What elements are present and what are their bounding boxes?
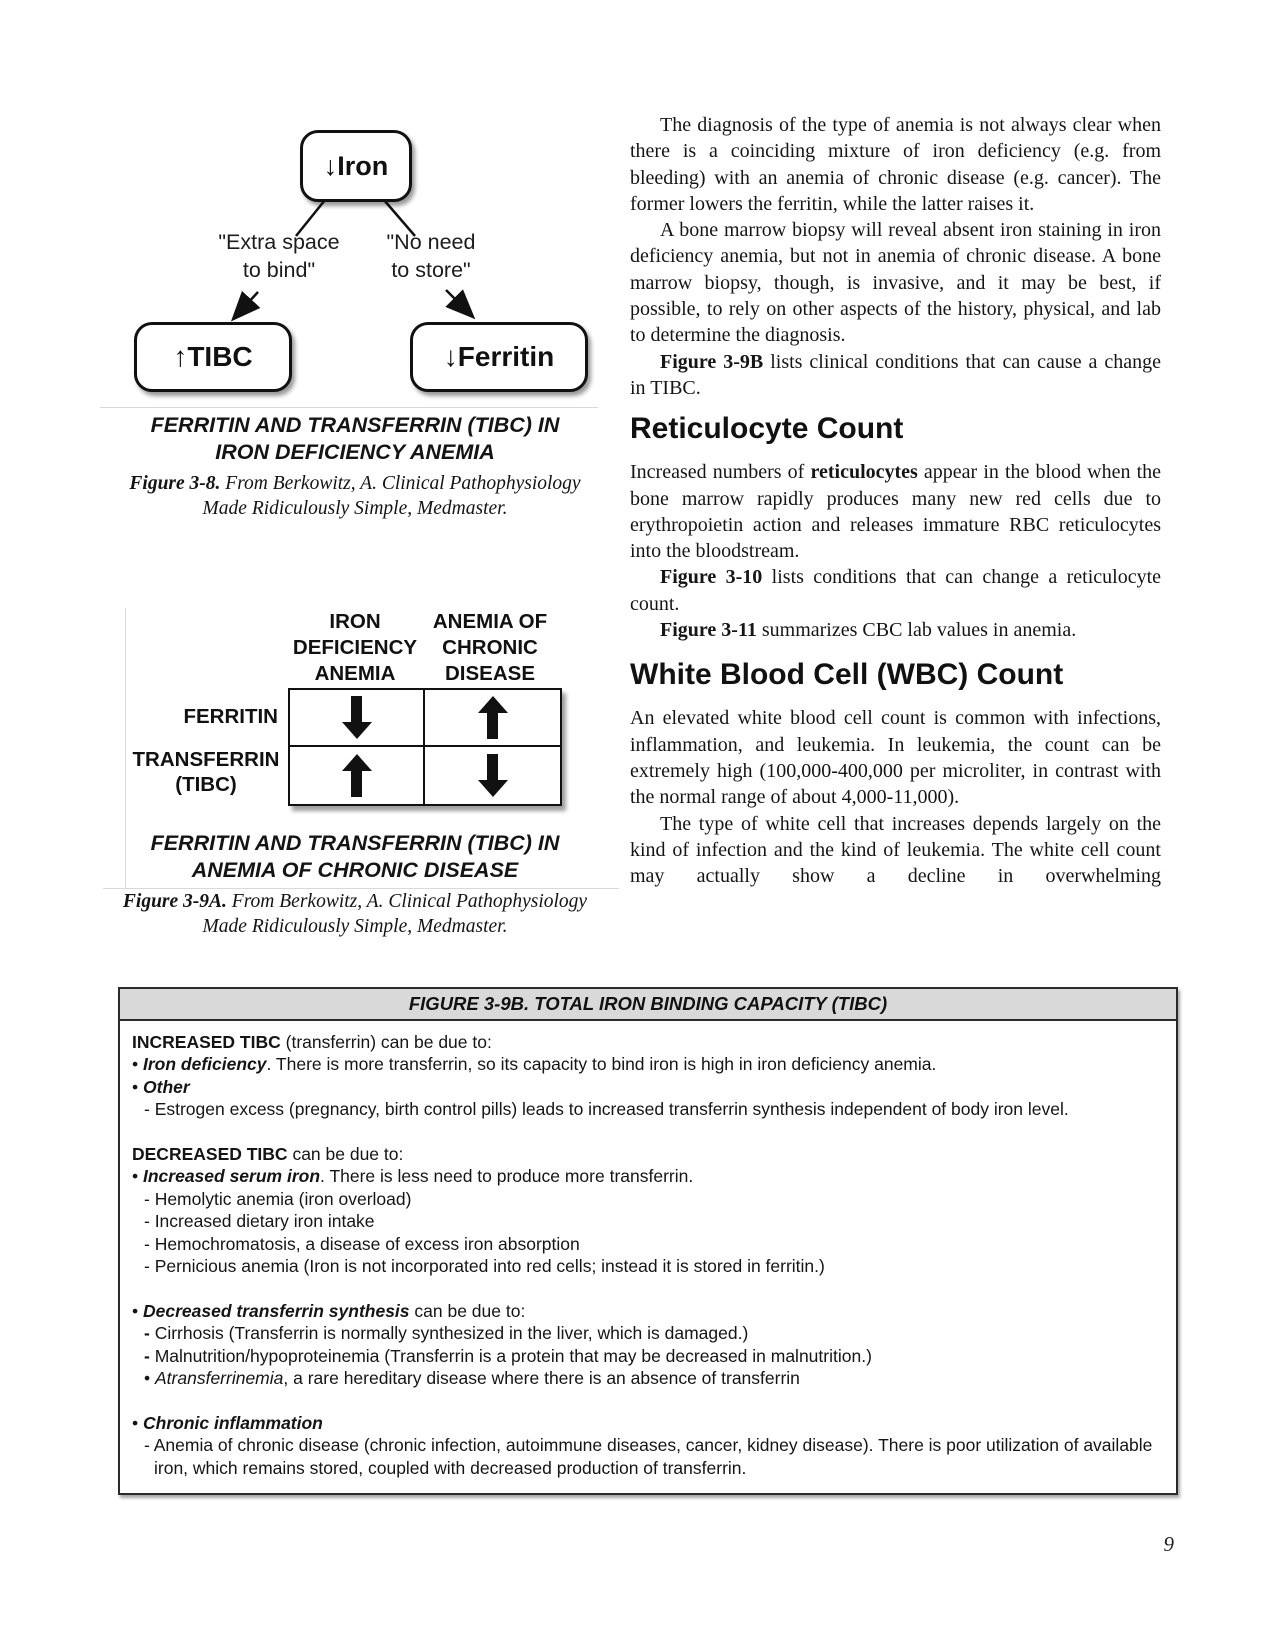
node-low-ferritin <box>410 322 588 392</box>
edge-label-no-need: "No need to store" <box>386 230 476 282</box>
figure-3-8-caption: Figure 3-8. From Berkowitz, A. Clinical Pathophysiology Made Ridiculously Simple, Medmaster. <box>129 473 581 519</box>
table-cell <box>290 747 425 804</box>
table-cell <box>290 690 425 747</box>
paragraph-group-diagnosis <box>630 112 1161 401</box>
heading-reticulocyte-count: Reticulocyte Count <box>630 412 904 446</box>
list-line: - Hemochromatosis, a disease of excess iron absorption <box>144 1233 580 1254</box>
table-cell <box>425 690 560 747</box>
node-high-tibc <box>134 322 292 392</box>
row-header-transferrin-tibc: TRANSFERRIN (TIBC) <box>132 748 280 796</box>
node-low-iron <box>300 130 412 202</box>
column-header-iron-deficiency-anemia: IRON DEFICIENCY ANEMIA <box>292 610 418 685</box>
tibc-ferritin-grid <box>288 688 562 806</box>
paragraph-group-reticulocyte <box>630 459 1161 643</box>
paragraph: Figure 3-11 summarizes CBC lab values in anemia. <box>660 619 1077 642</box>
column-header-anemia-of-chronic-disease: ANEMIA OF CHRONIC DISEASE <box>432 610 548 685</box>
figure-3-8-flowchart <box>120 110 590 410</box>
paragraph: The type of white cell that increases depends largely on the kind of infection and the kind of leukemia. The white cell count may actually show a decline in overwhelming <box>630 812 1161 888</box>
heading-wbc-count: White Blood Cell (WBC) Count <box>630 658 1064 692</box>
blank-line <box>132 1277 1164 1299</box>
list-line: • Atransferrinemia, a rare hereditary disease where there is an absence of transferrin <box>144 1368 800 1389</box>
paragraph: An elevated white blood cell count is common with infections, inflammation, and leukemia. In leukemia, the count can be extremely high (100,000-400,000 per microliter, in contrast with the normal range of about 4,000-11,000). <box>630 707 1161 809</box>
paragraph-group-wbc <box>630 705 1161 889</box>
list-line: - Pernicious anemia (Iron is not incorporated into red cells; instead it is stored in ferritin.) <box>144 1256 825 1277</box>
list-line: - Anemia of chronic disease (chronic infection, autoimmune diseases, cancer, kidney disease). There is poor utilization of available iron, which remains stored, coupled with decreased production of transferrin. <box>144 1435 1153 1478</box>
list-line: - Cirrhosis (Transferrin is normally synthesized in the liver, which is damaged.) <box>144 1323 749 1344</box>
figure-3-9b-box-title: FIGURE 3-9B. TOTAL IRON BINDING CAPACITY (TIBC) <box>120 989 1176 1021</box>
figure-3-9b-box-body <box>120 1021 1176 1493</box>
list-line: - Estrogen excess (pregnancy, birth control pills) leads to increased transferrin synthesis independent of body iron level. <box>144 1099 1069 1120</box>
paragraph: Figure 3-10 lists conditions that can change a reticulocyte count. <box>630 566 1161 615</box>
figure-3-9b-box <box>118 987 1178 1495</box>
figure-3-9a-caption: Figure 3-9A. From Berkowitz, A. Clinical Pathophysiology Made Ridiculously Simple, Medmaster. <box>122 891 588 937</box>
right-text-column <box>630 112 1161 889</box>
node-high-tibc-label: ↑TIBC <box>173 341 253 372</box>
down-arrow-icon <box>478 754 508 797</box>
figure-3-8-title: FERRITIN AND TRANSFERRIN (TIBC) IN IRON DEFICIENCY ANEMIA <box>150 413 560 464</box>
down-arrow-icon <box>342 696 372 739</box>
list-line: • Increased serum iron. There is less need to produce more transferrin. <box>132 1166 694 1187</box>
row-header-ferritin: FERRITIN <box>183 705 278 728</box>
list-line: - Increased dietary iron intake <box>144 1211 375 1232</box>
list-line: • Decreased transferrin synthesis can be due to: <box>132 1300 526 1321</box>
list-line: DECREASED TIBC can be due to: <box>132 1144 404 1165</box>
figure-3-9a-title: FERRITIN AND TRANSFERRIN (TIBC) IN ANEMIA OF CHRONIC DISEASE <box>150 831 560 882</box>
paragraph: A bone marrow biopsy will reveal absent iron staining in iron deficiency anemia, but not in anemia of chronic disease. A bone marrow biopsy, though, is invasive, and it may be best, if possible, to rely on other aspects of the history, physical, and lab to determine the diagnosis. <box>630 219 1161 347</box>
table-cell <box>425 747 560 804</box>
blank-line <box>132 1121 1164 1143</box>
node-low-iron-label: ↓Iron <box>323 150 389 181</box>
list-line: • Chronic inflammation <box>132 1412 323 1433</box>
paragraph: Increased numbers of reticulocytes appear in the blood when the bone marrow rapidly produces many new red cells due to erythropoietin action and releases immature RBC reticulocytes into the bloodstream. <box>630 461 1162 563</box>
edge-label-extra-space: "Extra space to bind" <box>218 230 340 282</box>
up-arrow-icon <box>478 696 508 739</box>
list-line: - Hemolytic anemia (iron overload) <box>144 1188 412 1209</box>
node-low-ferritin-label: ↓Ferritin <box>443 341 555 372</box>
paragraph: Figure 3-9B lists clinical conditions that can cause a change in TIBC. <box>630 350 1161 399</box>
paragraph: The diagnosis of the type of anemia is not always clear when there is a coinciding mixture of iron deficiency (e.g. from bleeding) with an anemia of chronic disease (e.g. cancer). The former lowers the ferritin, while the latter raises it. <box>630 114 1161 215</box>
list-line: INCREASED TIBC (transferrin) can be due to: <box>132 1032 492 1052</box>
list-line: - Malnutrition/hypoproteinemia (Transferrin is a protein that may be decreased in malnutrition.) <box>144 1345 872 1366</box>
list-line: • Iron deficiency. There is more transferrin, so its capacity to bind iron is high in iron deficiency anemia. <box>132 1054 937 1075</box>
blank-line <box>132 1389 1164 1411</box>
up-arrow-icon <box>342 754 372 797</box>
list-line: • Other <box>132 1076 190 1097</box>
page-number: 9 <box>1163 1532 1174 1556</box>
